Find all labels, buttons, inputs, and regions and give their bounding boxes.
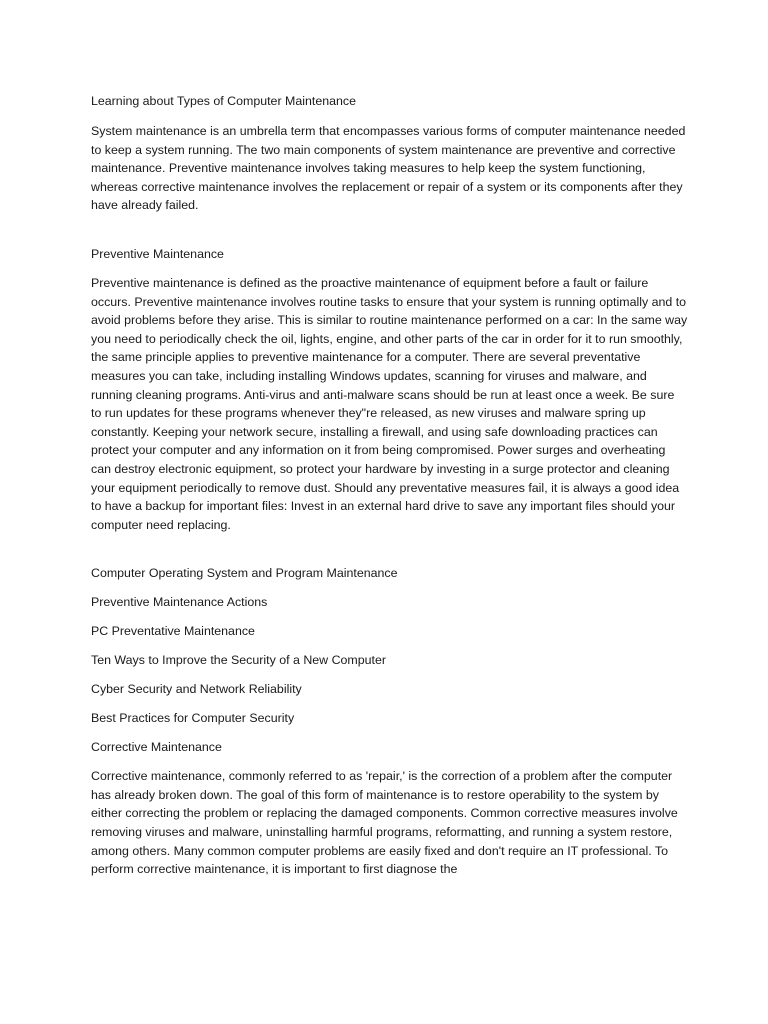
intro-paragraph: System maintenance is an umbrella term that encompasses various forms of computer maintenance needed to keep a system running. The two main components of system maintenance are preventive and corrective maintenance. Preventive maintenance involves taking measures to help keep the system functioning, whereas corrective maintenance involves the replacement or repair of a system or its components after they have already failed. [91, 124, 686, 213]
related-link[interactable]: Computer Operating System and Program Maintenance [91, 566, 398, 581]
corrective-heading: Corrective Maintenance [91, 740, 222, 755]
spacer [91, 756, 688, 767]
spacer [91, 534, 688, 564]
spacer [91, 263, 688, 274]
document-title: Learning about Types of Computer Maintenance [91, 94, 356, 108]
related-link[interactable]: Ten Ways to Improve the Security of a New Computer [91, 653, 386, 668]
corrective-paragraph: Corrective maintenance, commonly referred to as 'repair,' is the correction of a problem after the computer has already broken down. The goal of this form of maintenance is to restore operability to the system by either correcting the problem or replacing the damaged components. Common corrective measures involve removing viruses and malware, uninstalling harmful programs, reformatting, and running a system restore, among others. Many common computer problems are easily fixed and don't require an IT professional. To perform corrective maintenance, it is important to first diagnose the [91, 769, 678, 877]
preventive-heading: Preventive Maintenance [91, 246, 224, 261]
related-links-list [91, 564, 688, 727]
preventive-paragraph: Preventive maintenance is defined as the proactive maintenance of equipment before a fault or failure occurs. Preventive maintenance involves routine tasks to ensure that your system is running optimally and to avoid problems before they arise. This is similar to routine maintenance performed on a car: In the same way you need to periodically check the oil, lights, engine, and other parts of the car in order for it to run smoothly, the same principle applies to preventive maintenance for a computer. There are several preventative measures you can take, including installing Windows updates, scanning for viruses and malware, and running cleaning programs. Anti-virus and anti-malware scans should be run at least once a week. Be sure to run updates for these programs whenever they"re released, as new viruses and malware spring up constantly. Keeping your network secure, installing a firewall, and using safe downloading practices can protect your computer and any information on it from being compromised. Power surges and overheating can destroy electronic equipment, so protect your hardware by investing in a surge protector and cleaning your equipment periodically to remove dust. Should any preventative measures fail, it is always a good idea to have a backup for important files: Invest in an external hard drive to save any important files should your computer need replacing. [91, 275, 688, 532]
related-link[interactable]: PC Preventative Maintenance [91, 624, 255, 639]
related-link[interactable]: Cyber Security and Network Reliability [91, 682, 302, 697]
related-link[interactable]: Best Practices for Computer Security [91, 711, 295, 726]
related-link[interactable]: Preventive Maintenance Actions [91, 595, 268, 610]
spacer [91, 215, 688, 245]
